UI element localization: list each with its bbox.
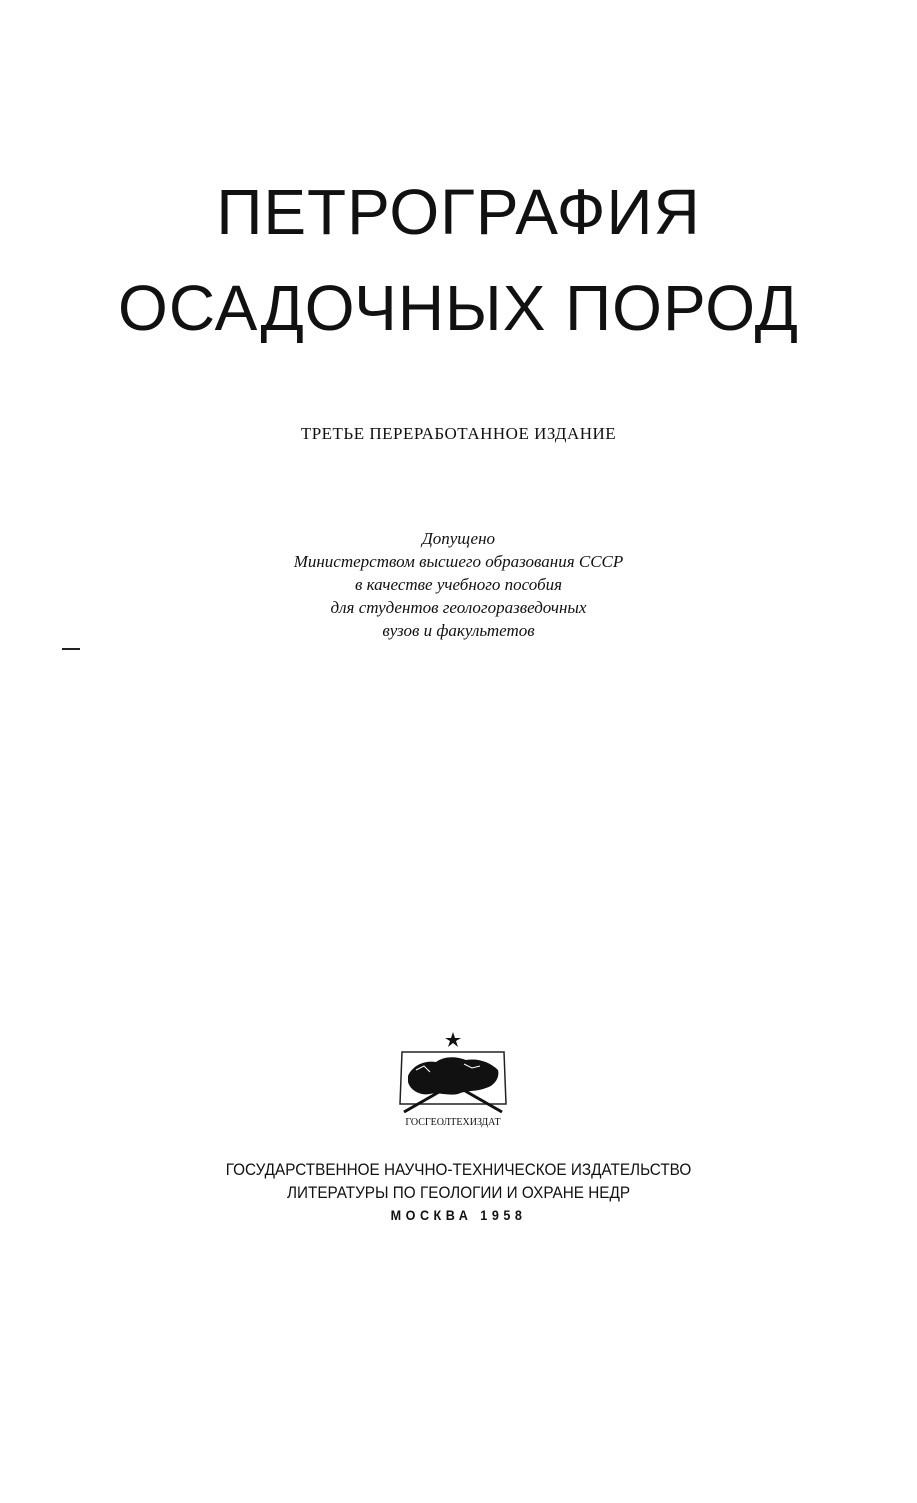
book-title-line-2: ОСАДОЧНЫХ ПОРОД — [118, 272, 799, 344]
city-year: МОСКВА 1958 — [390, 1207, 527, 1223]
publisher-block — [46, 1158, 871, 1227]
margin-dash-mark — [62, 648, 80, 650]
approval-line: для студентов геологоразведочных — [330, 598, 587, 617]
publisher-emblem-icon — [394, 1030, 512, 1130]
approval-line: Министерством высшего образования СССР — [293, 552, 624, 571]
edition-note: ТРЕТЬЕ ПЕРЕРАБОТАННОЕ ИЗДАНИЕ — [300, 424, 617, 443]
approval-line: вузов и факультетов — [382, 621, 535, 640]
publisher-name-line-1: ГОСУДАРСТВЕННОЕ НАУЧНО-ТЕХНИЧЕСКОЕ ИЗДАТЕЛЬСТВО — [225, 1160, 692, 1179]
approval-line: в качестве учебного пособия — [354, 575, 563, 594]
publisher-name-line-2: ЛИТЕРАТУРЫ ПО ГЕОЛОГИИ И ОХРАНЕ НЕДР — [286, 1183, 631, 1202]
emblem-caption: ГОСГЕОЛТЕХИЗДАТ — [405, 1117, 501, 1128]
approval-line: Допущено — [421, 529, 496, 548]
approval-note — [0, 527, 917, 642]
book-title-line-1: ПЕТРОГРАФИЯ — [216, 176, 701, 248]
